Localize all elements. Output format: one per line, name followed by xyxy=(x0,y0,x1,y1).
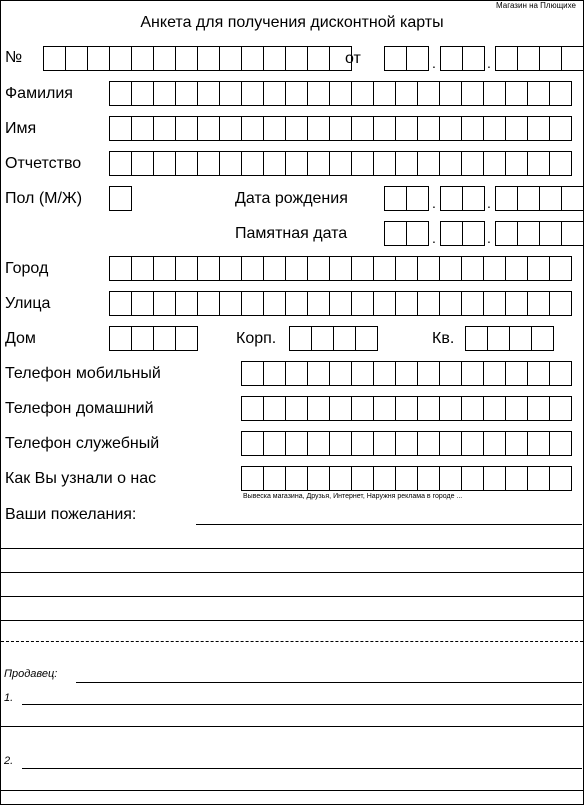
letter-cell[interactable] xyxy=(351,151,374,176)
letter-cell[interactable] xyxy=(175,291,198,316)
letter-cell[interactable] xyxy=(461,291,484,316)
letter-cell[interactable] xyxy=(329,396,352,421)
letter-cell[interactable] xyxy=(175,46,198,71)
wishes-line[interactable] xyxy=(196,524,582,525)
letter-cell[interactable] xyxy=(109,151,132,176)
form-title: Анкета для получения дисконтной карты xyxy=(140,14,444,31)
letter-cell[interactable] xyxy=(307,151,330,176)
letter-cell[interactable] xyxy=(197,116,220,141)
letter-cell[interactable] xyxy=(197,81,220,106)
name-field[interactable] xyxy=(109,116,572,140)
letter-cell[interactable] xyxy=(527,116,550,141)
letter-cell[interactable] xyxy=(307,396,330,421)
letter-cell[interactable] xyxy=(131,256,154,281)
letter-cell[interactable] xyxy=(440,221,463,246)
letter-cell[interactable] xyxy=(531,326,554,351)
date-separator: . xyxy=(432,55,436,71)
letter-cell[interactable] xyxy=(153,151,176,176)
letter-cell[interactable] xyxy=(495,221,518,246)
surname-field[interactable] xyxy=(109,81,572,105)
letter-cell[interactable] xyxy=(549,116,572,141)
home-phone-field[interactable] xyxy=(241,396,572,420)
item-2-line[interactable] xyxy=(1,790,583,791)
letter-cell[interactable] xyxy=(373,151,396,176)
birthdate-month[interactable] xyxy=(440,186,485,210)
letter-cell[interactable] xyxy=(263,46,286,71)
city-label: Город xyxy=(5,260,49,277)
letter-cell[interactable] xyxy=(483,81,506,106)
letter-cell[interactable] xyxy=(131,81,154,106)
letter-cell[interactable] xyxy=(131,291,154,316)
letter-cell[interactable] xyxy=(109,256,132,281)
letter-cell[interactable] xyxy=(153,46,176,71)
letter-cell[interactable] xyxy=(483,151,506,176)
letter-cell[interactable] xyxy=(285,116,308,141)
letter-cell[interactable] xyxy=(539,221,562,246)
letter-cell[interactable] xyxy=(439,81,462,106)
item-1-label: 1. xyxy=(4,692,14,704)
letter-cell[interactable] xyxy=(483,361,506,386)
wishes-line[interactable] xyxy=(1,548,583,549)
letter-cell[interactable] xyxy=(495,46,518,71)
patronymic-field[interactable] xyxy=(109,151,572,175)
letter-cell[interactable] xyxy=(509,326,532,351)
letter-cell[interactable] xyxy=(241,116,264,141)
letter-cell[interactable] xyxy=(263,151,286,176)
letter-cell[interactable] xyxy=(517,46,540,71)
letter-cell[interactable] xyxy=(527,431,550,456)
seller-line[interactable] xyxy=(76,682,582,683)
memorable-date-month[interactable] xyxy=(440,221,485,245)
letter-cell[interactable] xyxy=(439,291,462,316)
letter-cell[interactable] xyxy=(175,326,198,351)
letter-cell[interactable] xyxy=(549,291,572,316)
number-field[interactable] xyxy=(43,46,352,70)
letter-cell[interactable] xyxy=(219,256,242,281)
letter-cell[interactable] xyxy=(285,81,308,106)
letter-cell[interactable] xyxy=(219,81,242,106)
letter-cell[interactable] xyxy=(406,186,429,211)
letter-cell[interactable] xyxy=(263,256,286,281)
letter-cell[interactable] xyxy=(307,256,330,281)
letter-cell[interactable] xyxy=(527,466,550,491)
source-label: Как Вы узнали о нас xyxy=(5,470,157,487)
letter-cell[interactable] xyxy=(175,151,198,176)
letter-cell[interactable] xyxy=(373,466,396,491)
form-date-month[interactable] xyxy=(440,46,485,70)
letter-cell[interactable] xyxy=(197,151,220,176)
letter-cell[interactable] xyxy=(219,46,242,71)
letter-cell[interactable] xyxy=(351,431,374,456)
form-date-day[interactable] xyxy=(384,46,429,70)
birthdate-year[interactable] xyxy=(495,186,584,210)
letter-cell[interactable] xyxy=(417,256,440,281)
letter-cell[interactable] xyxy=(505,361,528,386)
letter-cell[interactable] xyxy=(285,291,308,316)
letter-cell[interactable] xyxy=(395,431,418,456)
letter-cell[interactable] xyxy=(417,116,440,141)
letter-cell[interactable] xyxy=(153,256,176,281)
letter-cell[interactable] xyxy=(329,431,352,456)
wishes-line[interactable] xyxy=(1,596,583,597)
letter-cell[interactable] xyxy=(219,151,242,176)
letter-cell[interactable] xyxy=(289,326,312,351)
letter-cell[interactable] xyxy=(395,361,418,386)
item-2-line[interactable] xyxy=(22,768,582,769)
letter-cell[interactable] xyxy=(439,361,462,386)
letter-cell[interactable] xyxy=(517,221,540,246)
letter-cell[interactable] xyxy=(131,46,154,71)
item-1-line[interactable] xyxy=(1,726,583,727)
letter-cell[interactable] xyxy=(539,186,562,211)
letter-cell[interactable] xyxy=(406,221,429,246)
letter-cell[interactable] xyxy=(439,151,462,176)
letter-cell[interactable] xyxy=(395,256,418,281)
letter-cell[interactable] xyxy=(461,361,484,386)
apartment-label: Кв. xyxy=(432,330,455,347)
letter-cell[interactable] xyxy=(465,326,488,351)
letter-cell[interactable] xyxy=(527,151,550,176)
date-separator: . xyxy=(487,195,491,211)
letter-cell[interactable] xyxy=(329,116,352,141)
letter-cell[interactable] xyxy=(311,326,334,351)
letter-cell[interactable] xyxy=(440,186,463,211)
letter-cell[interactable] xyxy=(439,396,462,421)
gender-label: Пол (М/Ж) xyxy=(5,190,83,207)
letter-cell[interactable] xyxy=(241,81,264,106)
letter-cell[interactable] xyxy=(527,396,550,421)
work-phone-label: Телефон служебный xyxy=(5,435,160,452)
letter-cell[interactable] xyxy=(417,431,440,456)
letter-cell[interactable] xyxy=(373,291,396,316)
letter-cell[interactable] xyxy=(461,151,484,176)
letter-cell[interactable] xyxy=(417,151,440,176)
letter-cell[interactable] xyxy=(461,431,484,456)
letter-cell[interactable] xyxy=(109,326,132,351)
letter-cell[interactable] xyxy=(373,116,396,141)
letter-cell[interactable] xyxy=(517,186,540,211)
letter-cell[interactable] xyxy=(307,361,330,386)
patronymic-label: Отчетство xyxy=(5,155,82,172)
street-field[interactable] xyxy=(109,291,572,315)
apartment-field[interactable] xyxy=(465,326,554,350)
letter-cell[interactable] xyxy=(351,116,374,141)
letter-cell[interactable] xyxy=(241,256,264,281)
letter-cell[interactable] xyxy=(561,186,584,211)
street-label: Улица xyxy=(5,295,51,312)
letter-cell[interactable] xyxy=(373,396,396,421)
item-2-label: 2. xyxy=(4,755,14,767)
letter-cell[interactable] xyxy=(109,46,132,71)
letter-cell[interactable] xyxy=(561,46,584,71)
letter-cell[interactable] xyxy=(549,81,572,106)
letter-cell[interactable] xyxy=(197,291,220,316)
from-label: от xyxy=(345,50,361,67)
letter-cell[interactable] xyxy=(373,431,396,456)
letter-cell[interactable] xyxy=(329,466,352,491)
gender-field[interactable] xyxy=(109,186,132,210)
item-1-line[interactable] xyxy=(22,704,582,705)
wishes-label: Ваши пожелания: xyxy=(5,506,137,523)
letter-cell[interactable] xyxy=(440,46,463,71)
letter-cell[interactable] xyxy=(527,361,550,386)
letter-cell[interactable] xyxy=(307,81,330,106)
letter-cell[interactable] xyxy=(241,396,264,421)
city-field[interactable] xyxy=(109,256,572,280)
wishes-line[interactable] xyxy=(1,620,583,621)
letter-cell[interactable] xyxy=(483,291,506,316)
letter-cell[interactable] xyxy=(495,186,518,211)
letter-cell[interactable] xyxy=(109,186,132,211)
letter-cell[interactable] xyxy=(373,81,396,106)
letter-cell[interactable] xyxy=(263,431,286,456)
letter-cell[interactable] xyxy=(417,81,440,106)
letter-cell[interactable] xyxy=(263,466,286,491)
letter-cell[interactable] xyxy=(373,256,396,281)
cut-line xyxy=(1,641,583,642)
date-separator: . xyxy=(487,230,491,246)
letter-cell[interactable] xyxy=(131,116,154,141)
letter-cell[interactable] xyxy=(505,291,528,316)
letter-cell[interactable] xyxy=(505,396,528,421)
letter-cell[interactable] xyxy=(329,81,352,106)
letter-cell[interactable] xyxy=(395,151,418,176)
letter-cell[interactable] xyxy=(406,46,429,71)
letter-cell[interactable] xyxy=(527,81,550,106)
home-phone-label: Телефон домашний xyxy=(5,400,154,417)
letter-cell[interactable] xyxy=(219,116,242,141)
letter-cell[interactable] xyxy=(505,116,528,141)
letter-cell[interactable] xyxy=(131,151,154,176)
letter-cell[interactable] xyxy=(527,291,550,316)
letter-cell[interactable] xyxy=(65,46,88,71)
letter-cell[interactable] xyxy=(241,151,264,176)
letter-cell[interactable] xyxy=(351,466,374,491)
letter-cell[interactable] xyxy=(43,46,66,71)
letter-cell[interactable] xyxy=(483,431,506,456)
house-field[interactable] xyxy=(109,326,198,350)
letter-cell[interactable] xyxy=(307,116,330,141)
letter-cell[interactable] xyxy=(109,291,132,316)
letter-cell[interactable] xyxy=(175,116,198,141)
letter-cell[interactable] xyxy=(131,326,154,351)
letter-cell[interactable] xyxy=(462,186,485,211)
letter-cell[interactable] xyxy=(285,431,308,456)
building-field[interactable] xyxy=(289,326,378,350)
letter-cell[interactable] xyxy=(395,291,418,316)
letter-cell[interactable] xyxy=(461,116,484,141)
letter-cell[interactable] xyxy=(285,46,308,71)
form-date-year[interactable] xyxy=(495,46,584,70)
letter-cell[interactable] xyxy=(483,116,506,141)
letter-cell[interactable] xyxy=(153,116,176,141)
letter-cell[interactable] xyxy=(505,81,528,106)
letter-cell[interactable] xyxy=(384,186,407,211)
letter-cell[interactable] xyxy=(241,431,264,456)
letter-cell[interactable] xyxy=(461,256,484,281)
letter-cell[interactable] xyxy=(263,81,286,106)
letter-cell[interactable] xyxy=(487,326,510,351)
letter-cell[interactable] xyxy=(549,466,572,491)
letter-cell[interactable] xyxy=(384,221,407,246)
letter-cell[interactable] xyxy=(263,396,286,421)
letter-cell[interactable] xyxy=(263,291,286,316)
letter-cell[interactable] xyxy=(285,256,308,281)
letter-cell[interactable] xyxy=(549,396,572,421)
letter-cell[interactable] xyxy=(505,256,528,281)
mobile-phone-field[interactable] xyxy=(241,361,572,385)
letter-cell[interactable] xyxy=(384,46,407,71)
letter-cell[interactable] xyxy=(241,46,264,71)
letter-cell[interactable] xyxy=(285,151,308,176)
letter-cell[interactable] xyxy=(109,81,132,106)
letter-cell[interactable] xyxy=(483,396,506,421)
letter-cell[interactable] xyxy=(285,396,308,421)
letter-cell[interactable] xyxy=(461,81,484,106)
letter-cell[interactable] xyxy=(549,361,572,386)
letter-cell[interactable] xyxy=(461,466,484,491)
wishes-line[interactable] xyxy=(1,572,583,573)
letter-cell[interactable] xyxy=(561,221,584,246)
date-separator: . xyxy=(432,195,436,211)
letter-cell[interactable] xyxy=(351,81,374,106)
letter-cell[interactable] xyxy=(197,46,220,71)
letter-cell[interactable] xyxy=(417,291,440,316)
letter-cell[interactable] xyxy=(285,361,308,386)
letter-cell[interactable] xyxy=(263,116,286,141)
letter-cell[interactable] xyxy=(307,291,330,316)
letter-cell[interactable] xyxy=(505,431,528,456)
letter-cell[interactable] xyxy=(153,291,176,316)
letter-cell[interactable] xyxy=(175,81,198,106)
birthdate-day[interactable] xyxy=(384,186,429,210)
letter-cell[interactable] xyxy=(417,466,440,491)
letter-cell[interactable] xyxy=(109,116,132,141)
memorable-date-year[interactable] xyxy=(495,221,584,245)
letter-cell[interactable] xyxy=(395,396,418,421)
letter-cell[interactable] xyxy=(355,326,378,351)
letter-cell[interactable] xyxy=(333,326,356,351)
letter-cell[interactable] xyxy=(197,256,220,281)
letter-cell[interactable] xyxy=(263,361,286,386)
letter-cell[interactable] xyxy=(351,256,374,281)
source-hint: Вывеска магазина, Друзья, Интернет, Наружня реклама в городе ... xyxy=(243,493,463,500)
memorable-date-day[interactable] xyxy=(384,221,429,245)
letter-cell[interactable] xyxy=(549,256,572,281)
letter-cell[interactable] xyxy=(351,291,374,316)
letter-cell[interactable] xyxy=(395,116,418,141)
letter-cell[interactable] xyxy=(329,256,352,281)
letter-cell[interactable] xyxy=(87,46,110,71)
letter-cell[interactable] xyxy=(329,361,352,386)
source-field[interactable] xyxy=(241,466,572,490)
letter-cell[interactable] xyxy=(439,256,462,281)
date-separator: . xyxy=(432,230,436,246)
letter-cell[interactable] xyxy=(439,431,462,456)
letter-cell[interactable] xyxy=(329,151,352,176)
letter-cell[interactable] xyxy=(395,81,418,106)
letter-cell[interactable] xyxy=(461,396,484,421)
seller-label: Продавец: xyxy=(4,668,58,680)
letter-cell[interactable] xyxy=(307,466,330,491)
work-phone-field[interactable] xyxy=(241,431,572,455)
letter-cell[interactable] xyxy=(505,151,528,176)
letter-cell[interactable] xyxy=(351,361,374,386)
letter-cell[interactable] xyxy=(462,46,485,71)
letter-cell[interactable] xyxy=(549,431,572,456)
date-separator: . xyxy=(487,55,491,71)
letter-cell[interactable] xyxy=(241,466,264,491)
letter-cell[interactable] xyxy=(527,256,550,281)
birthdate-label: Дата рождения xyxy=(235,190,348,207)
letter-cell[interactable] xyxy=(417,396,440,421)
letter-cell[interactable] xyxy=(351,396,374,421)
letter-cell[interactable] xyxy=(483,256,506,281)
surname-label: Фамилия xyxy=(5,85,73,102)
letter-cell[interactable] xyxy=(462,221,485,246)
house-label: Дом xyxy=(5,330,36,347)
letter-cell[interactable] xyxy=(505,466,528,491)
letter-cell[interactable] xyxy=(219,291,242,316)
letter-cell[interactable] xyxy=(417,361,440,386)
building-label: Корп. xyxy=(236,330,277,347)
letter-cell[interactable] xyxy=(307,46,330,71)
letter-cell[interactable] xyxy=(241,291,264,316)
letter-cell[interactable] xyxy=(483,466,506,491)
letter-cell[interactable] xyxy=(395,466,418,491)
letter-cell[interactable] xyxy=(439,116,462,141)
mobile-phone-label: Телефон мобильный xyxy=(5,365,161,382)
letter-cell[interactable] xyxy=(153,81,176,106)
letter-cell[interactable] xyxy=(307,431,330,456)
memorable-date-label: Памятная дата xyxy=(235,225,348,242)
letter-cell[interactable] xyxy=(329,291,352,316)
letter-cell[interactable] xyxy=(439,466,462,491)
letter-cell[interactable] xyxy=(175,256,198,281)
letter-cell[interactable] xyxy=(373,361,396,386)
letter-cell[interactable] xyxy=(285,466,308,491)
number-label: № xyxy=(5,49,23,66)
shop-label: Магазин на Плющихе xyxy=(496,1,576,10)
letter-cell[interactable] xyxy=(549,151,572,176)
letter-cell[interactable] xyxy=(539,46,562,71)
name-label: Имя xyxy=(5,120,37,137)
letter-cell[interactable] xyxy=(241,361,264,386)
letter-cell[interactable] xyxy=(153,326,176,351)
